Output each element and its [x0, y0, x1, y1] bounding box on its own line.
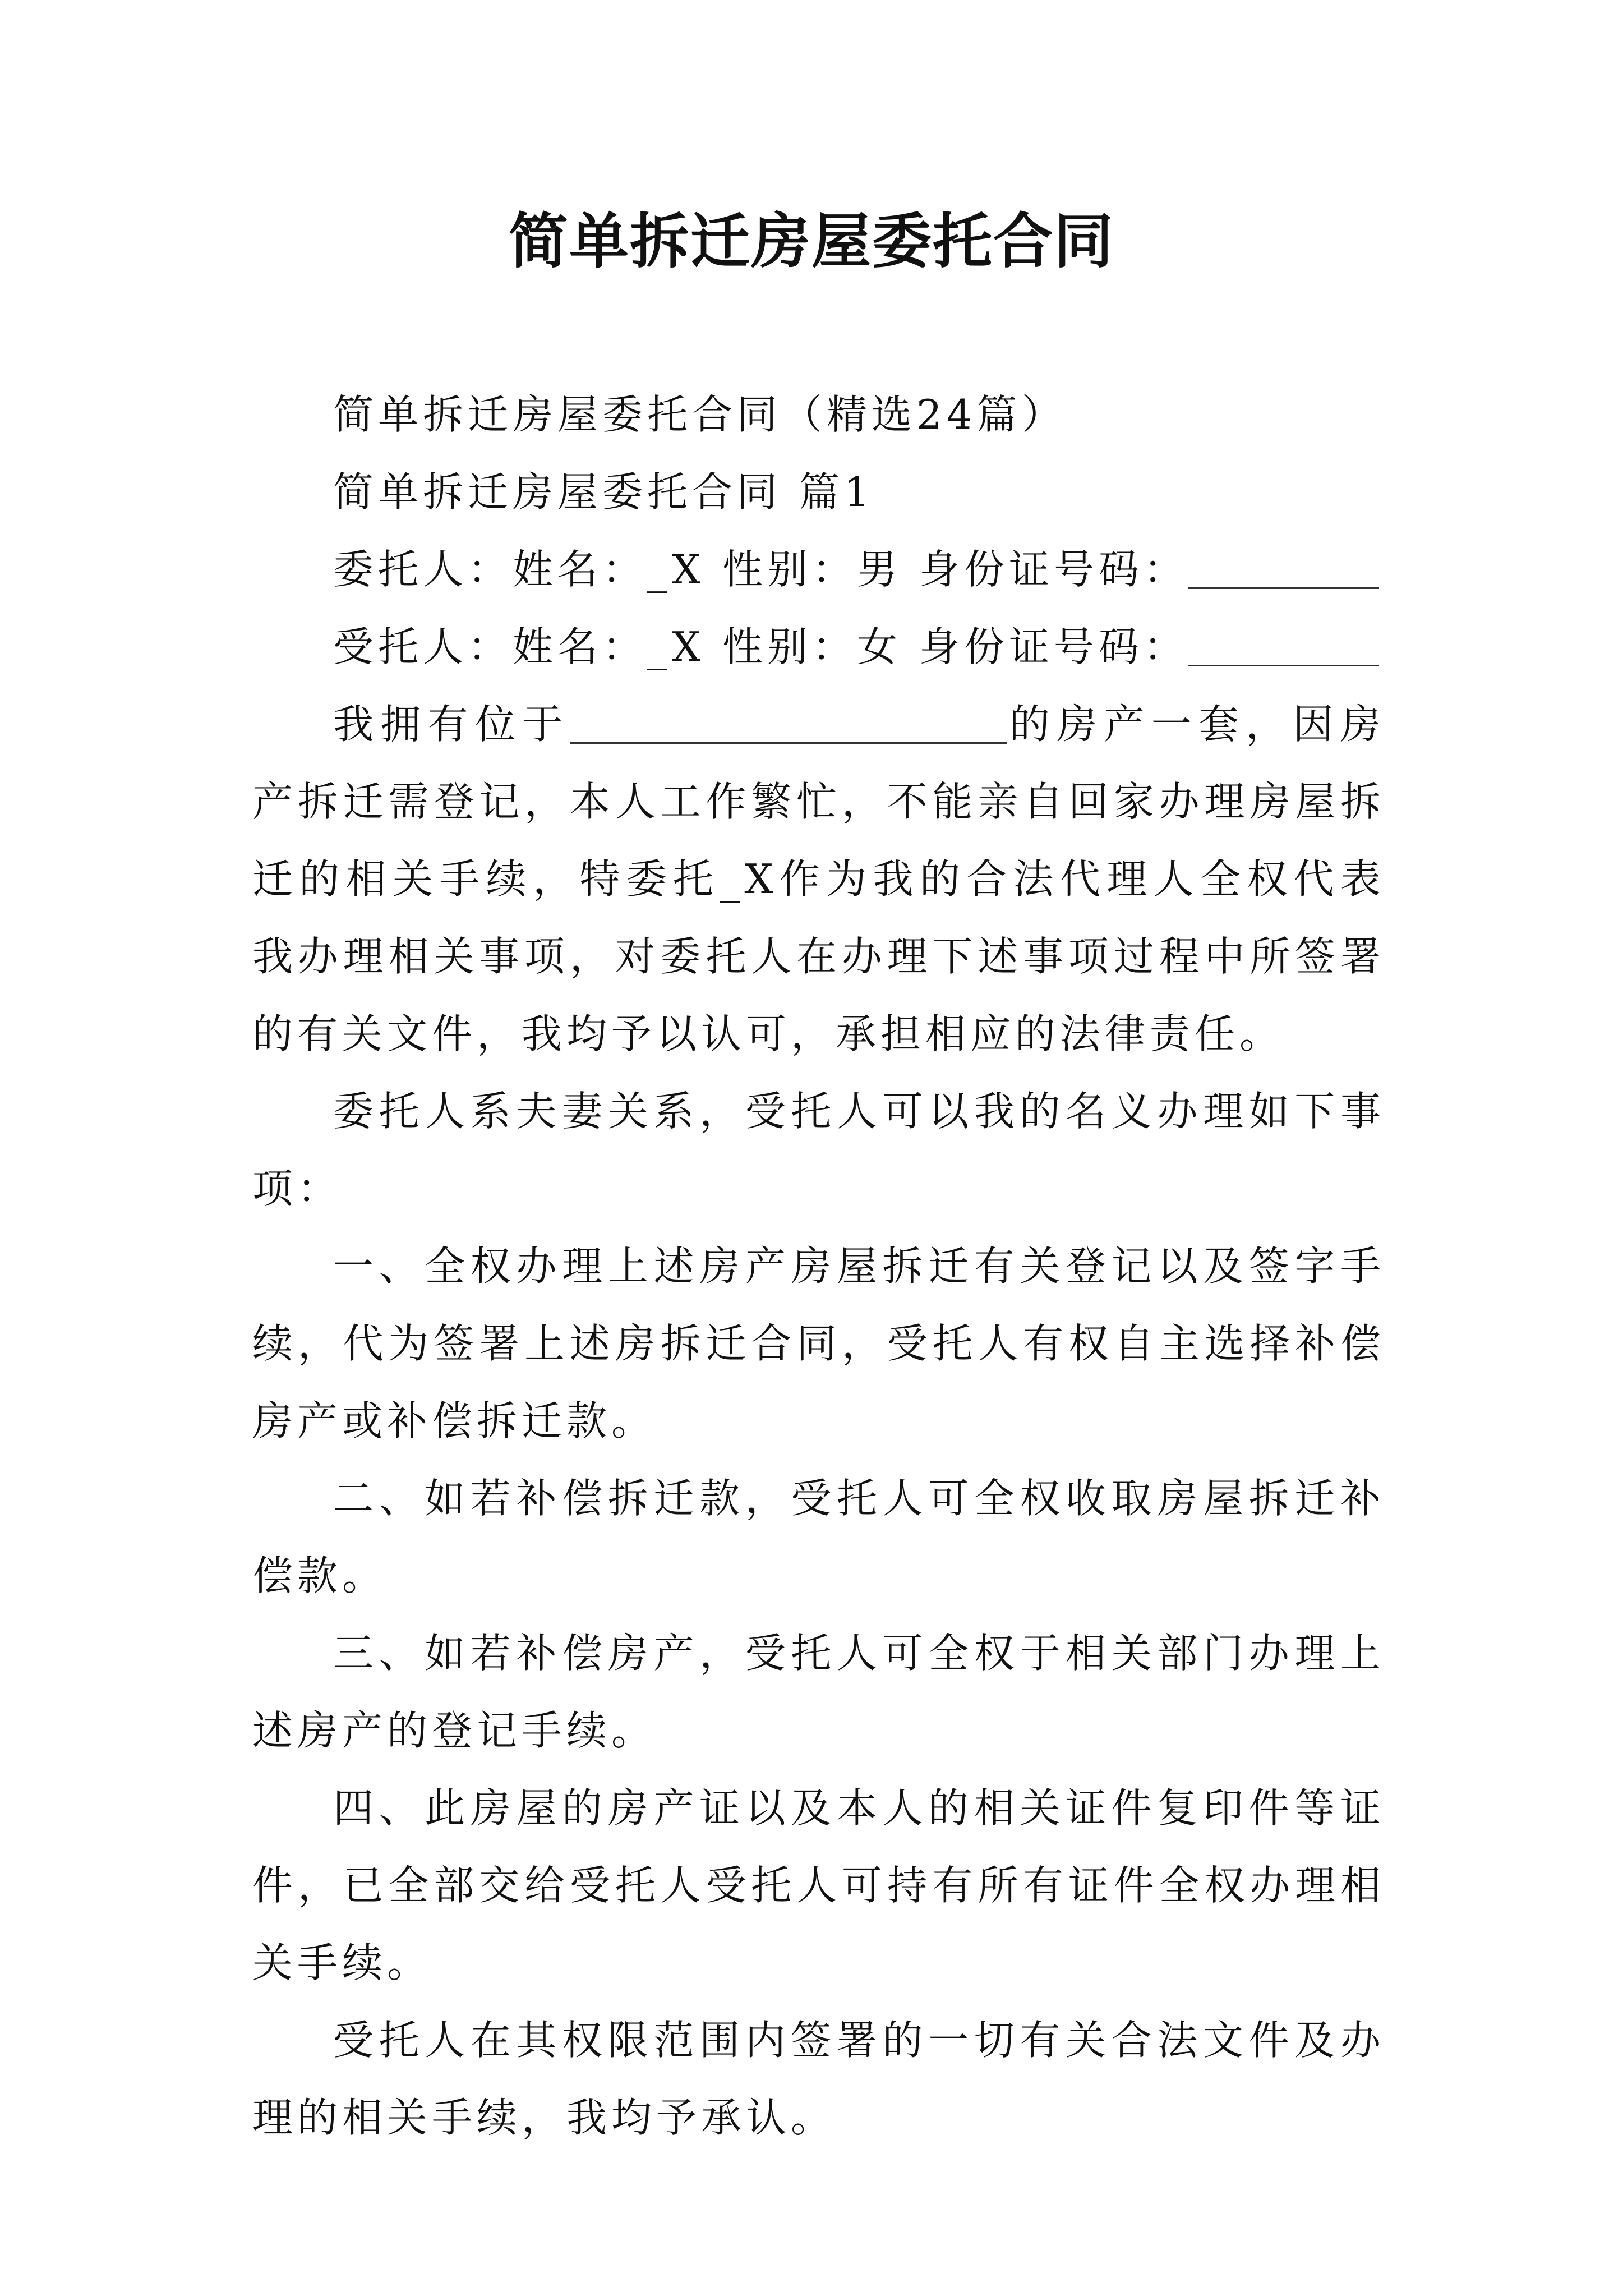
principal-id-blank [1188, 554, 1379, 589]
clause-item-3: 三、如若补偿房产，受托人可全权于相关部门办理上述房产的登记手续。 [252, 1630, 1385, 1754]
intro-after-text: 的房产一套，因房产拆迁需登记，本人工作繁忙，不能亲自回家办理房屋拆迁的相关手续，特委托_X作为我的合法代理人全权代表我办理相关事项，对委托人在办理下述事项过程中所签署的有关文件，我均予以认可，承担相应的法律责任。 [252, 701, 1385, 1057]
intro-paragraph [252, 685, 1385, 1073]
principal-line-text: 委托人：姓名：_X 性别：男 身份证号码： [333, 546, 1189, 593]
agent-line-text: 受托人：姓名：_X 性别：女 身份证号码： [333, 623, 1189, 670]
principal-line [252, 531, 1385, 608]
closing-paragraph: 受托人在其权限范围内签署的一切有关合法文件及办理的相关手续，我均予承认。 [252, 2017, 1385, 2141]
intro-before-text: 我拥有位于 [333, 701, 570, 748]
document-subtitle: 简单拆迁房屋委托合同（精选24篇） [333, 391, 1067, 438]
property-address-blank [570, 708, 1007, 744]
clause-item-1: 一、全权办理上述房产房屋拆迁有关登记以及签字手续，代为签署上述房拆迁合同，受托人有权自主选择补偿房产或补偿拆迁款。 [252, 1243, 1385, 1444]
agent-id-blank [1188, 631, 1379, 666]
clause-item-4: 四、此房屋的房产证以及本人的相关证件复印件等证件，已全部交给受托人受托人可持有所有证件全权办理相关手续。 [252, 1784, 1385, 1986]
clause-item-2: 二、如若补偿拆迁款，受托人可全权收取房屋拆迁补偿款。 [252, 1475, 1385, 1599]
section-heading: 简单拆迁房屋委托合同 篇1 [333, 468, 874, 516]
document-body [252, 376, 1385, 2156]
agent-line [252, 608, 1385, 685]
relation-paragraph: 委托人系夫妻关系，受托人可以我的名义办理如下事项： [252, 1088, 1385, 1212]
document-title: 简单拆迁房屋委托合同 [509, 206, 1114, 276]
